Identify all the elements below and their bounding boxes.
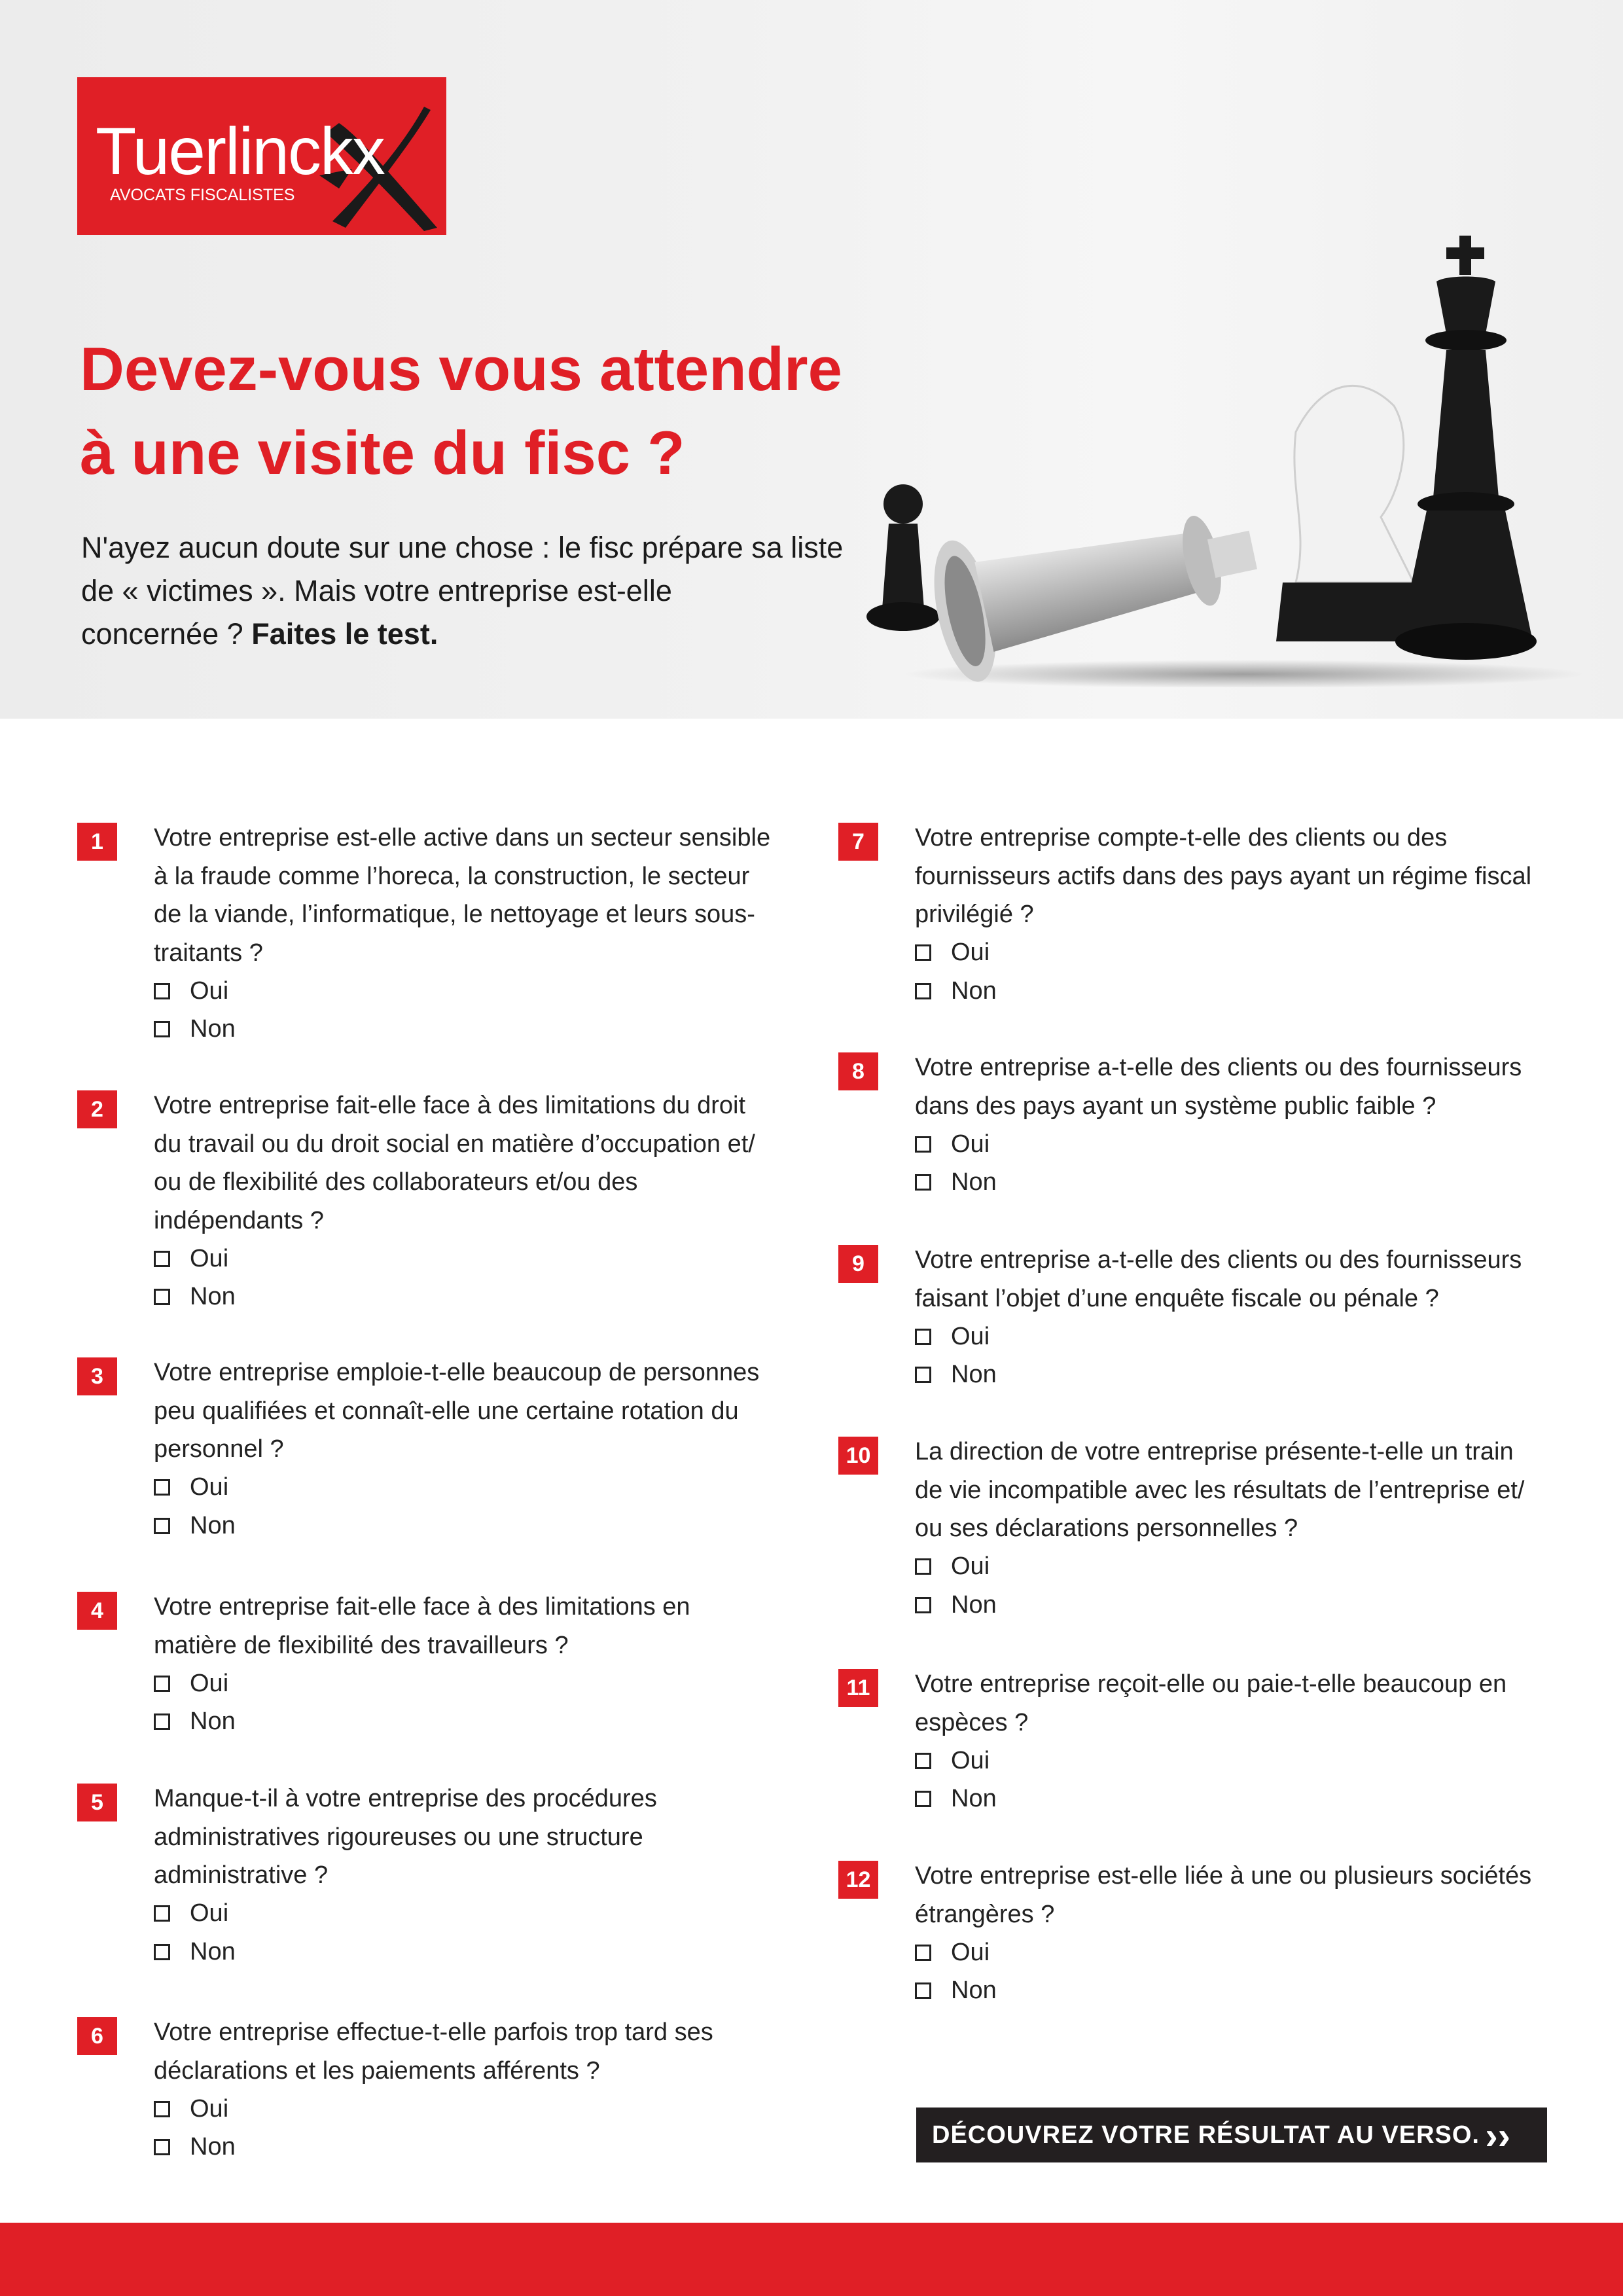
page-title: [80, 327, 904, 495]
checkbox[interactable]: [154, 1676, 170, 1692]
intro-bold: Faites le test.: [251, 617, 438, 651]
checkbox[interactable]: [154, 1944, 170, 1960]
option-no[interactable]: Non: [154, 1507, 808, 1545]
question-text: Votre entreprise a-t-elle des clients ou des fournisseurs faisant l’objet d’une enquête fiscale ou pénale ?: [915, 1246, 1522, 1312]
question-number-badge: 1: [77, 823, 117, 861]
option-yes[interactable]: Oui: [915, 934, 1569, 973]
question-text: Manque-t-il à votre entreprise des procédures administratives rigoureuses ou une structure administrative ?: [154, 1785, 657, 1889]
question-number-badge: 8: [838, 1052, 878, 1090]
question-number-badge: 3: [77, 1357, 117, 1395]
checkbox[interactable]: [154, 1251, 170, 1267]
checkbox[interactable]: [154, 1021, 170, 1037]
option-yes[interactable]: Oui: [154, 1895, 808, 1933]
question-text: Votre entreprise fait-elle face à des limitations du droit du travail ou du droit social en matière d’occupation et/ ou de flexibilité des collaborateurs et/ou des indépendants ?: [154, 1092, 755, 1234]
checkbox[interactable]: [915, 1597, 931, 1613]
question-number-badge: 12: [838, 1861, 878, 1899]
option-no[interactable]: Non: [915, 1164, 1569, 1202]
option-no[interactable]: Non: [915, 1972, 1569, 2011]
brand-name: Tuerlinckx: [96, 114, 384, 188]
intro-line-3: concernée ?: [81, 617, 243, 651]
question-text: Votre entreprise emploie-t-elle beaucoup de personnes peu qualifiées et connaît-elle une certaine rotation du personnel ?: [154, 1359, 760, 1463]
title-line-1: Devez-vous vous attendre: [80, 334, 842, 403]
question-text: Votre entreprise effectue-t-elle parfois trop tard ses déclarations et les paiements afférents ?: [154, 2018, 713, 2085]
option-no[interactable]: Non: [154, 1278, 808, 1317]
question-number-badge: 10: [838, 1437, 878, 1475]
checkbox[interactable]: [154, 983, 170, 999]
intro-text: [81, 526, 886, 656]
checkbox[interactable]: [915, 1982, 931, 1999]
checkbox[interactable]: [915, 1174, 931, 1191]
chess-pieces-illustration: [838, 216, 1590, 687]
option-yes[interactable]: Oui: [915, 1742, 1569, 1780]
checkbox[interactable]: [915, 1558, 931, 1575]
option-yes[interactable]: Oui: [154, 1240, 808, 1278]
option-no[interactable]: Non: [915, 1586, 1569, 1624]
question-number-badge: 6: [77, 2017, 117, 2055]
question-number-badge: 5: [77, 1784, 117, 1821]
title-line-2: à une visite du fisc ?: [80, 418, 685, 487]
brand-tagline: AVOCATS FISCALISTES: [110, 186, 295, 204]
checkbox[interactable]: [915, 944, 931, 961]
checkbox[interactable]: [154, 1289, 170, 1305]
footer-band: [0, 2223, 1623, 2296]
question-number-badge: 11: [838, 1669, 878, 1707]
option-no[interactable]: Non: [154, 1933, 808, 1971]
question-number-badge: 2: [77, 1090, 117, 1128]
question-text: Votre entreprise compte-t-elle des clients ou des fournisseurs actifs dans des pays ayant un régime fiscal privilégié ?: [915, 824, 1532, 928]
checkbox[interactable]: [915, 983, 931, 999]
question-number-badge: 7: [838, 823, 878, 861]
see-result-banner[interactable]: [916, 2108, 1547, 2162]
option-yes[interactable]: Oui: [915, 1318, 1569, 1356]
question-text: Votre entreprise reçoit-elle ou paie-t-elle beaucoup en espèces ?: [915, 1670, 1507, 1736]
option-yes[interactable]: Oui: [915, 1933, 1569, 1972]
checkbox[interactable]: [154, 1905, 170, 1922]
question-number-badge: 4: [77, 1592, 117, 1630]
checkbox[interactable]: [154, 2139, 170, 2155]
checkbox[interactable]: [154, 1479, 170, 1496]
black-king-icon: [1395, 236, 1537, 660]
option-no[interactable]: Non: [915, 1356, 1569, 1395]
hero-banner: [0, 0, 1623, 719]
intro-line-2: de « victimes ». Mais votre entreprise est-elle: [81, 574, 672, 607]
option-yes[interactable]: Oui: [154, 2090, 808, 2128]
checkbox[interactable]: [154, 2101, 170, 2117]
checkbox[interactable]: [915, 1136, 931, 1153]
question-text: Votre entreprise est-elle liée à une ou plusieurs sociétés étrangères ?: [915, 1862, 1532, 1928]
option-no[interactable]: Non: [915, 972, 1569, 1011]
checkbox[interactable]: [154, 1518, 170, 1534]
question-text: Votre entreprise est-elle active dans un secteur sensible à la fraude comme l’horeca, la construction, le secteur de la viande, l’informatique, le nettoyage et leurs sous- traitants ?: [154, 824, 771, 967]
checkbox[interactable]: [915, 1329, 931, 1345]
question-text: Votre entreprise fait-elle face à des limitations en matière de flexibilité des travailleurs ?: [154, 1593, 690, 1659]
option-yes[interactable]: Oui: [154, 1664, 808, 1703]
fallen-white-king-icon: [923, 480, 1268, 687]
checkbox[interactable]: [915, 1367, 931, 1383]
option-no[interactable]: Non: [915, 1780, 1569, 1819]
option-yes[interactable]: Oui: [915, 1548, 1569, 1587]
option-no[interactable]: Non: [154, 1703, 808, 1742]
option-yes[interactable]: Oui: [154, 1469, 808, 1507]
question-number-badge: 9: [838, 1245, 878, 1283]
option-yes[interactable]: Oui: [154, 972, 808, 1011]
question-text: Votre entreprise a-t-elle des clients ou des fournisseurs dans des pays ayant un système public faible ?: [915, 1054, 1522, 1120]
checkbox[interactable]: [915, 1753, 931, 1769]
checkbox[interactable]: [915, 1791, 931, 1807]
intro-line-1: N'ayez aucun doute sur une chose : le fisc prépare sa liste: [81, 531, 844, 564]
question-text: La direction de votre entreprise présente-t-elle un train de vie incompatible avec les résultats de l’entreprise et/ ou ses déclarations personnelles ?: [915, 1438, 1525, 1542]
option-no[interactable]: Non: [154, 2128, 808, 2167]
checkbox[interactable]: [154, 1713, 170, 1730]
brand-logo: [77, 77, 446, 235]
option-yes[interactable]: Oui: [915, 1125, 1569, 1164]
cta-label: DÉCOUVREZ VOTRE RÉSULTAT AU VERSO.: [932, 2121, 1480, 2149]
checkbox[interactable]: [915, 1945, 931, 1961]
black-pawn-icon: [866, 484, 940, 631]
double-chevron-right-icon: ››: [1485, 2115, 1510, 2157]
option-no[interactable]: Non: [154, 1011, 808, 1049]
